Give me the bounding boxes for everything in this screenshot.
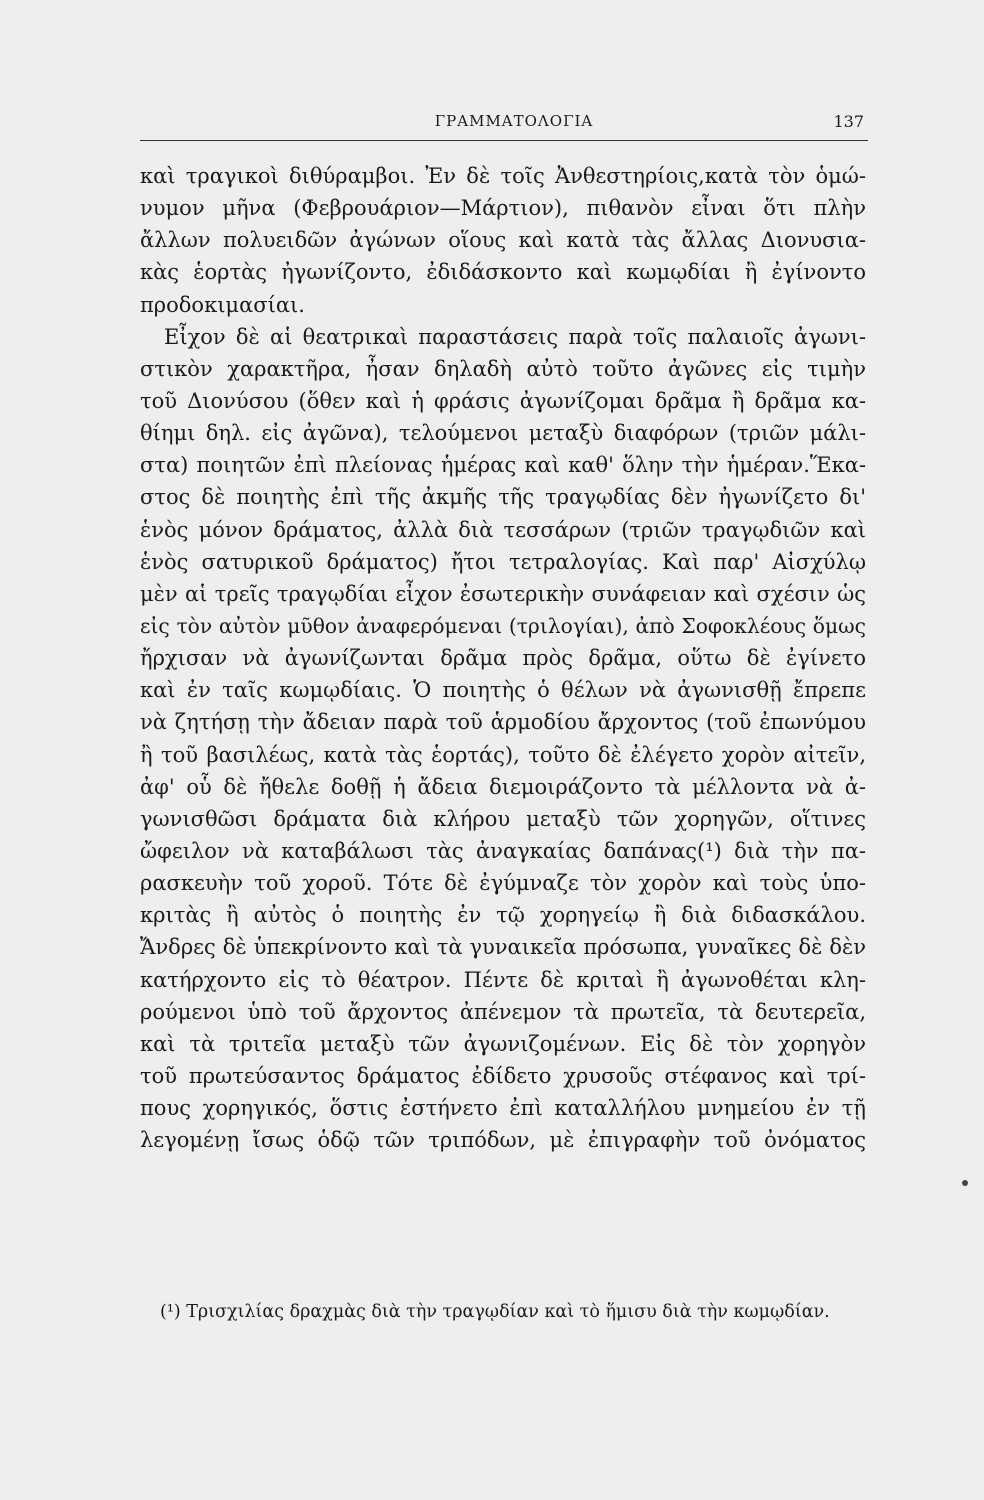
text-line: θίημι δηλ. εἰς ἀγῶνα), τελούμενοι μεταξὺ διαφόρων (τριῶν μάλι- — [140, 421, 866, 446]
page-header — [140, 112, 868, 142]
page-number: 137 — [833, 112, 864, 131]
text-line: τοῦ Διονύσου (ὅθεν καὶ ἡ φράσις ἀγωνίζομαι δρᾶμα ἢ δρᾶμα κα- — [140, 388, 866, 413]
text-line: ἑνὸς μόνον δράματος, ἀλλὰ διὰ τεσσάρων (τριῶν τραγῳδιῶν καὶ — [140, 517, 866, 542]
text-line: ρασκευὴν τοῦ χοροῦ. Τότε δὲ ἐγύμναζε τὸν χορὸν καὶ τοὺς ὑπο- — [140, 871, 866, 896]
text-line: καὶ τὰ τριτεῖα μεταξὺ τῶν ἀγωνιζομένων. Εἰς δὲ τὸν χορηγὸν — [140, 1031, 866, 1056]
text-line: προδοκιμασίαι. — [140, 292, 305, 317]
text-line: ὤφειλον νὰ καταβάλωσι τὰς ἀναγκαίας δαπάνας(¹) διὰ τὴν πα- — [140, 838, 866, 863]
text-line: γωνισθῶσι δράματα διὰ κλήρου μεταξὺ τῶν χορηγῶν, οἵτινες — [140, 806, 866, 831]
text-line: καὶ ἐν ταῖς κωμῳδίαις. Ὁ ποιητὴς ὁ θέλων νὰ ἀγωνισθῇ ἔπρεπε — [140, 678, 866, 703]
text-line: μὲν αἱ τρεῖς τραγῳδίαι εἶχον ἐσωτερικὴν συνάφειαν καὶ σχέσιν ὡς — [140, 581, 866, 606]
text-line: εἰς τὸν αὐτὸν μῦθον ἀναφερόμεναι (τριλογίαι), ἀπὸ Σοφοκλέους ὅμως — [140, 613, 866, 638]
text-line: Εἶχον δὲ αἱ θεατρικαὶ παραστάσεις παρὰ τοῖς παλαιοῖς ἀγωνι- — [164, 324, 866, 349]
text-line: καὶ τραγικοὶ διθύραμβοι. Ἐν δὲ τοῖς Ἀνθεστηρίοις,κατὰ τὸν ὁμώ- — [140, 164, 866, 188]
running-title: ΓΡΑΜΜΑΤΟΛΟΓΙΑ — [434, 112, 594, 130]
text-line: ἀφ' οὗ δὲ ἤθελε δοθῇ ἡ ἄδεια διεμοιράζοντο τὰ μέλλοντα νὰ ἀ- — [140, 774, 866, 799]
text-line: κριτὰς ἢ αὐτὸς ὁ ποιητὴς ἐν τῷ χορηγείῳ ἢ διὰ διδασκάλου. — [140, 903, 866, 928]
text-line: ἑνὸς σατυρικοῦ δράματος) ἤτοι τετραλογίας. Καὶ παρ' Αἰσχύλῳ — [140, 549, 866, 574]
text-line: ρούμενοι ὑπὸ τοῦ ἄρχοντος ἀπένεμον τὰ πρωτεῖα, τὰ δευτερεῖα, — [140, 999, 866, 1024]
text-line: στος δὲ ποιητὴς ἐπὶ τῆς ἀκμῆς τῆς τραγῳδίας δὲν ἠγωνίζετο δι' — [140, 485, 866, 510]
text-line: ἄλλων πολυειδῶν ἀγώνων οἵους καὶ κατὰ τὰς ἄλλας Διονυσια- — [140, 228, 866, 253]
text-line: νυμον μῆνα (Φεβρουάριον—Μάρτιον), πιθανὸν εἶναι ὅτι πλὴν — [140, 196, 866, 221]
body-text — [140, 160, 866, 1156]
text-line: κὰς ἑορτὰς ἠγωνίζοντο, ἐδιδάσκοντο καὶ κωμῳδίαι ἢ ἐγίνοντο — [140, 260, 866, 285]
text-line: κατήρχοντο εἰς τὸ θέατρον. Πέντε δὲ κριταὶ ἢ ἀγωνοθέται κλη- — [140, 967, 866, 992]
text-line: τοῦ πρωτεύσαντος δράματος ἐδίδετο χρυσοῦς στέφανος καὶ τρί- — [140, 1063, 866, 1088]
text-line: στα) ποιητῶν ἐπὶ πλείονας ἡμέρας καὶ καθ' ὅλην τὴν ἡμέραν.Ἕκα- — [140, 453, 866, 478]
text-line: Ἄνδρες δὲ ὑπεκρίνοντο καὶ τὰ γυναικεῖα πρόσωπα, γυναῖκες δὲ δὲν — [140, 935, 866, 960]
text-line: πους χορηγικός, ὅστις ἐστήνετο ἐπὶ καταλλήλου μνημείου ἐν τῇ — [140, 1096, 866, 1121]
text-line: λεγομένῃ ἴσως ὁδῷ τῶν τριπόδων, μὲ ἐπιγραφὴν τοῦ ὀνόματος — [140, 1128, 866, 1153]
footnote-area — [160, 1300, 866, 1324]
footnote: (¹) Τρισχιλίας δραχμὰς διὰ τὴν τραγῳδίαν καὶ τὸ ἥμισυ διὰ τὴν κωμῳδίαν. — [160, 1302, 830, 1322]
text-line: νὰ ζητήσῃ τὴν ἄδειαν παρὰ τοῦ ἁρμοδίου ἄρχοντος (τοῦ ἐπωνύμου — [140, 710, 866, 735]
text-line: ἤρχισαν νὰ ἀγωνίζωνται δρᾶμα πρὸς δρᾶμα, οὕτω δὲ ἐγίνετο — [140, 646, 866, 671]
ink-speck — [962, 1180, 968, 1186]
text-line: ἢ τοῦ βασιλέως, κατὰ τὰς ἑορτάς), τοῦτο δὲ ἐλέγετο χορὸν αἰτεῖν, — [140, 742, 866, 767]
header-rule — [140, 140, 868, 141]
text-line: στικὸν χαρακτῆρα, ἦσαν δηλαδὴ αὐτὸ τοῦτο ἀγῶνες εἰς τιμὴν — [140, 356, 866, 381]
